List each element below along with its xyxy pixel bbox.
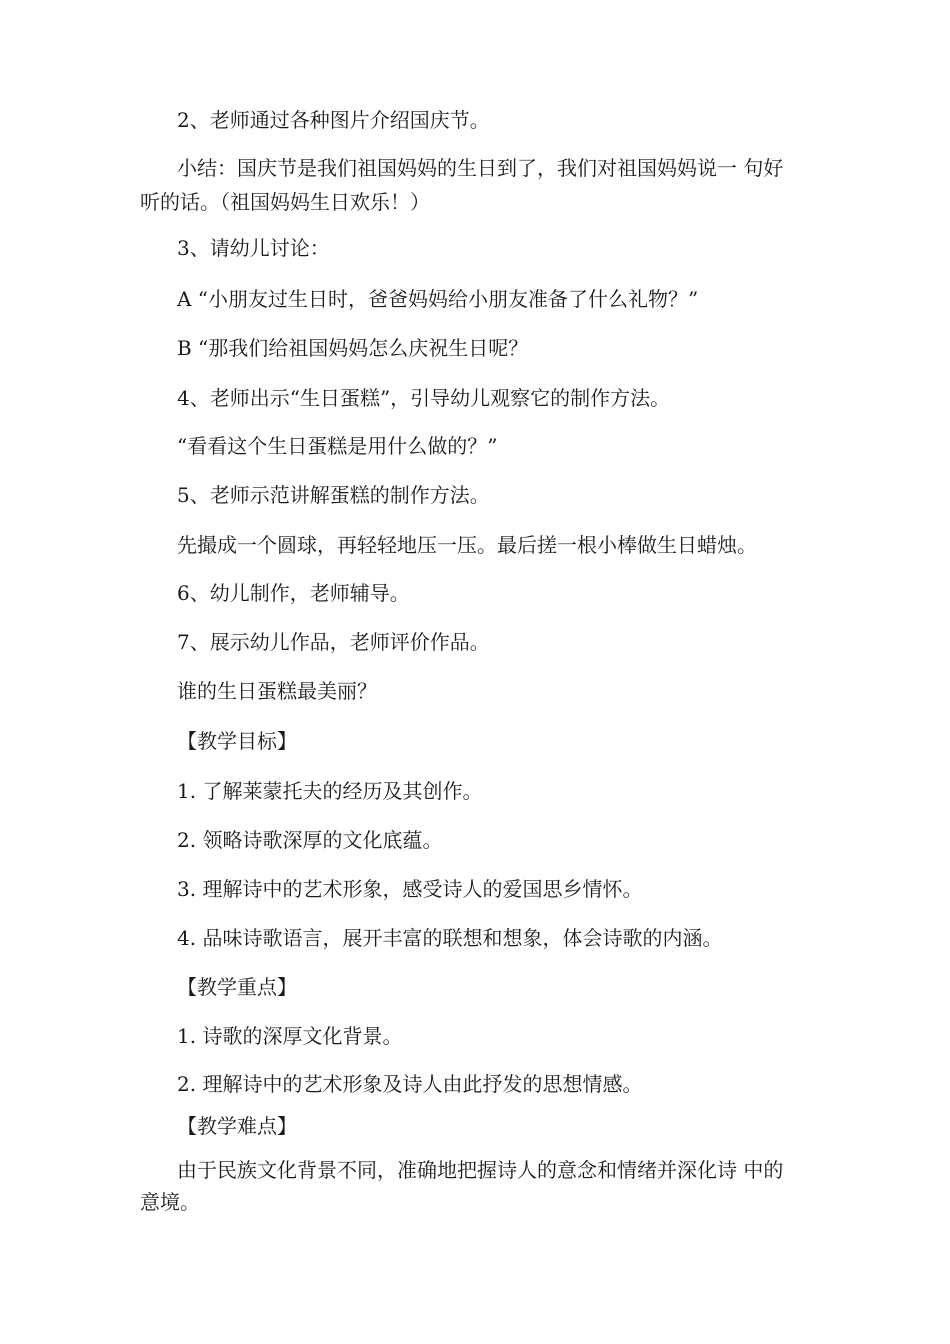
- method-text: 先撮成一个圆球，再轻轻地压一压。最后搓一根小棒做生日蜡烛。: [177, 533, 757, 557]
- step-2-text: 2、老师通过各种图片介绍国庆节。: [177, 108, 490, 132]
- difficulty-line-2: 意境。: [140, 1190, 200, 1214]
- heading-teaching-goals: 【教学目标】: [177, 729, 297, 753]
- step-3-text: 3、请幼儿讨论：: [177, 236, 330, 260]
- cake-question: “看看这个生日蛋糕是用什么做的？”: [177, 434, 498, 458]
- heading-difficulties: 【教学难点】: [177, 1114, 297, 1138]
- step-5-text: 5、老师示范讲解蛋糕的制作方法。: [177, 483, 490, 507]
- goal-2: 2. 领略诗歌深厚的文化底蕴。: [177, 828, 443, 852]
- key-point-2: 2. 理解诗中的艺术形象及诗人由此抒发的思想情感。: [177, 1072, 643, 1096]
- question-a: A “小朋友过生日时，爸爸妈妈给小朋友准备了什么礼物？”: [177, 287, 699, 311]
- step-6-text: 6、幼儿制作，老师辅导。: [177, 581, 410, 605]
- summary-line-2: 听的话。（祖国妈妈生日欢乐！）: [140, 190, 430, 214]
- step-4-text: 4、老师出示“生日蛋糕”，引导幼儿观察它的制作方法。: [177, 386, 671, 410]
- evaluation-question: 谁的生日蛋糕最美丽？: [177, 679, 377, 703]
- goal-3: 3. 理解诗中的艺术形象，感受诗人的爱国思乡情怀。: [177, 877, 643, 901]
- question-b: B “那我们给祖国妈妈怎么庆祝生日呢？: [177, 336, 529, 360]
- key-point-1: 1. 诗歌的深厚文化背景。: [177, 1024, 403, 1048]
- step-7-text: 7、展示幼儿作品，老师评价作品。: [177, 630, 490, 654]
- goal-4: 4. 品味诗歌语言，展开丰富的联想和想象，体会诗歌的内涵。: [177, 926, 723, 950]
- summary-line-1: 小结：国庆节是我们祖国妈妈的生日到了，我们对祖国妈妈说一 句好: [177, 156, 784, 180]
- heading-key-points: 【教学重点】: [177, 975, 297, 999]
- difficulty-line-1: 由于民族文化背景不同，准确地把握诗人的意念和情绪并深化诗 中的: [177, 1158, 784, 1182]
- goal-1: 1. 了解莱蒙托夫的经历及其创作。: [177, 779, 483, 803]
